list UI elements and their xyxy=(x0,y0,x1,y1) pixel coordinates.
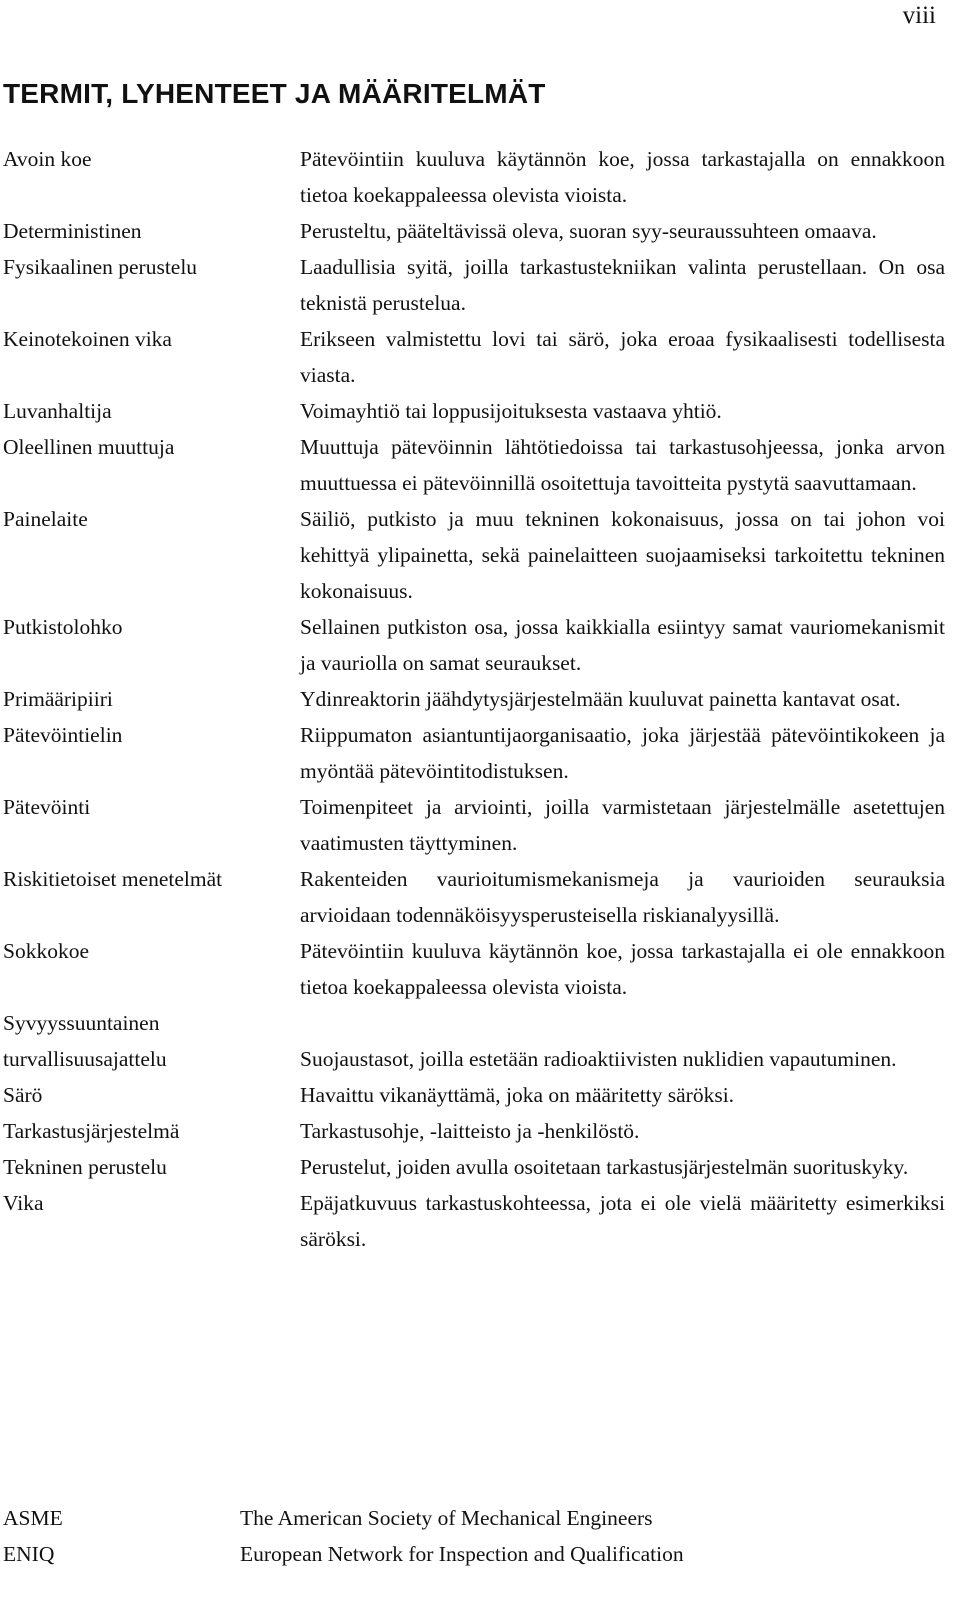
term-definition: Toimenpiteet ja arviointi, joilla varmistetaan järjestelmälle asetettujen vaatimusten täyttyminen. xyxy=(300,795,945,855)
term-line: Syvyyssuuntainen xyxy=(3,1011,160,1035)
term-definition: Perustelut, joiden avulla osoitetaan tarkastusjärjestelmän suorituskyky. xyxy=(300,1155,909,1179)
term-entry xyxy=(0,141,945,213)
term-definition: Epäjatkuvuus tarkastuskohteessa, jota ei ole vielä määritetty esimerkiksi säröksi. xyxy=(300,1191,945,1251)
term: Pätevöintielin xyxy=(3,723,123,747)
term: Särö xyxy=(3,1083,43,1107)
term-entry xyxy=(0,861,945,933)
term-entry xyxy=(0,681,945,717)
term: Primääripiiri xyxy=(3,687,113,711)
term: Fysikaalinen perustelu xyxy=(3,255,198,279)
abbreviation: ASME xyxy=(3,1506,63,1530)
term-definition: Säiliö, putkisto ja muu tekninen kokonaisuus, jossa on tai johon voi kehittyä ylipainetta, sekä painelaitteen suojaamiseksi tarkoitettu tekninen kokonaisuus. xyxy=(300,507,945,603)
term-definition: Tarkastusohje, -laitteisto ja -henkilöstö. xyxy=(300,1119,640,1143)
term-definition: Ydinreaktorin jäähdytysjärjestelmään kuuluvat painetta kantavat osat. xyxy=(300,687,901,711)
term: Oleellinen muuttuja xyxy=(3,435,175,459)
term: Putkistolohko xyxy=(3,615,123,639)
term-entry xyxy=(0,429,945,501)
term-definition: Suojaustasot, joilla estetään radioaktiivisten nuklidien vapautuminen. xyxy=(300,1047,897,1071)
abbreviation-entry xyxy=(0,1536,945,1572)
term-entry xyxy=(0,1113,945,1149)
term-definition: Voimayhtiö tai loppusijoituksesta vastaava yhtiö. xyxy=(300,399,722,423)
term-entry xyxy=(0,213,945,249)
abbreviation-entry xyxy=(0,1500,945,1536)
term-definition: Riippumaton asiantuntijaorganisaatio, joka järjestää pätevöintikokeen ja myöntää pätevöintitodistuksen. xyxy=(300,723,945,783)
term-entry xyxy=(0,717,945,789)
term-entry xyxy=(0,789,945,861)
term-definition: Rakenteiden vaurioitumismekanismeja ja vaurioiden seurauksia arvioidaan todennäköisyysperusteisella riskianalyysillä. xyxy=(300,867,945,927)
term-entry xyxy=(0,393,945,429)
term-entry xyxy=(0,933,945,1005)
term-entry xyxy=(0,249,945,321)
term: Pätevöinti xyxy=(3,795,91,819)
term-entry xyxy=(0,609,945,681)
term: Luvanhaltija xyxy=(3,399,112,423)
term-definition: Erikseen valmistettu lovi tai särö, joka eroaa fysikaalisesti todellisesta viasta. xyxy=(300,327,945,387)
term-entry xyxy=(0,1149,945,1185)
term: Vika xyxy=(3,1191,44,1215)
term: Sokkokoe xyxy=(3,939,89,963)
term-line: turvallisuusajattelu xyxy=(3,1047,167,1071)
term-entry xyxy=(0,1185,945,1257)
page-title: TERMIT, LYHENTEET JA MÄÄRITELMÄT xyxy=(3,78,546,109)
abbreviations-list xyxy=(0,1500,945,1572)
term-definition: Pätevöintiin kuuluva käytännön koe, jossa tarkastajalla on ennakkoon tietoa koekappaleessa olevista vioista. xyxy=(300,147,945,207)
term-entry xyxy=(0,501,945,609)
term: Avoin koe xyxy=(3,147,92,171)
term-definition: Perusteltu, pääteltävissä oleva, suoran syy-seuraussuhteen omaava. xyxy=(300,219,877,243)
term: Riskitietoiset menetelmät xyxy=(3,867,223,891)
term-entry xyxy=(0,321,945,393)
page-number: viii xyxy=(902,2,936,29)
term-entry xyxy=(0,1077,945,1113)
term: Tarkastusjärjestelmä xyxy=(3,1119,180,1143)
term: Keinotekoinen vika xyxy=(3,327,172,351)
term: Deterministinen xyxy=(3,219,142,243)
term-definition: Havaittu vikanäyttämä, joka on määritetty säröksi. xyxy=(300,1083,735,1107)
term-definition: Sellainen putkiston osa, jossa kaikkialla esiintyy samat vauriomekanismit ja vauriolla on samat seuraukset. xyxy=(300,615,945,675)
term-definition: Muuttuja pätevöinnin lähtötiedoissa tai tarkastusohjeessa, jonka arvon muuttuessa ei pätevöinnillä osoitettuja tavoitteita pystytä saavuttamaan. xyxy=(300,435,945,495)
term-definition: Laadullisia syitä, joilla tarkastustekniikan valinta perustellaan. On osa teknistä perustelua. xyxy=(300,255,945,315)
term-definition: Pätevöintiin kuuluva käytännön koe, jossa tarkastajalla ei ole ennakkoon tietoa koekappaleessa olevista vioista. xyxy=(300,939,945,999)
abbreviation-meaning: European Network for Inspection and Qualification xyxy=(240,1542,684,1566)
abbreviation: ENIQ xyxy=(3,1542,55,1566)
term: Tekninen perustelu xyxy=(3,1155,167,1179)
term xyxy=(0,1005,300,1077)
term-entry xyxy=(0,1005,945,1077)
terms-list xyxy=(0,141,945,1257)
term: Painelaite xyxy=(3,507,88,531)
abbreviation-meaning: The American Society of Mechanical Engineers xyxy=(240,1506,653,1530)
